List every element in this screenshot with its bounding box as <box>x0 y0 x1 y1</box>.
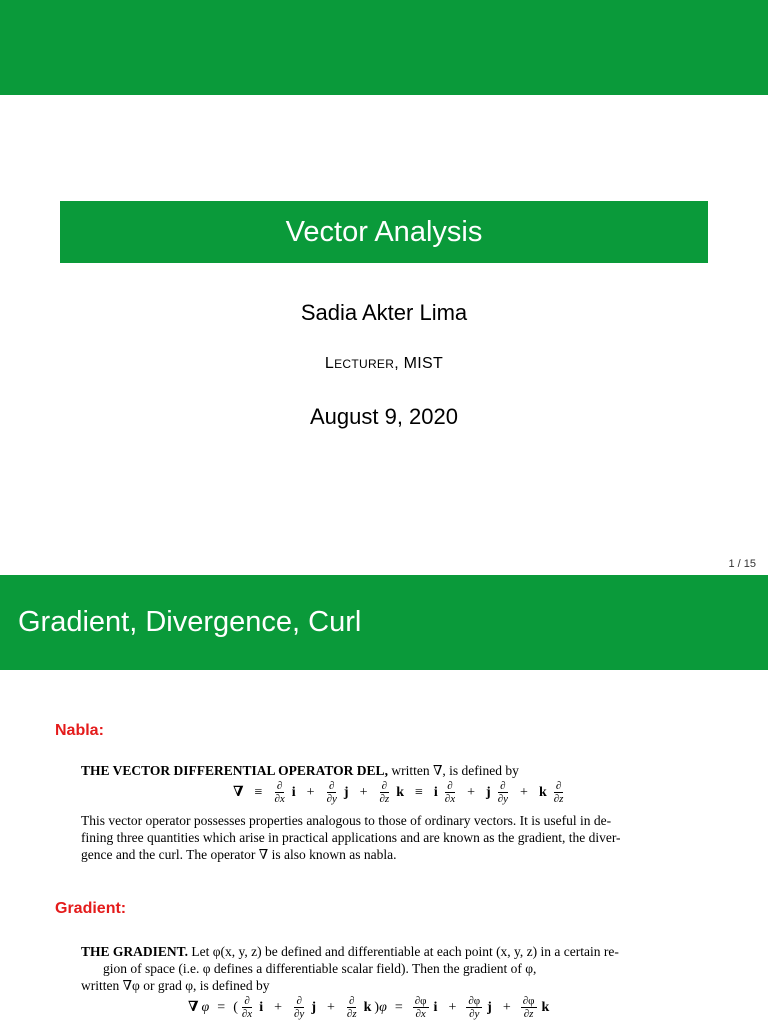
nabla-intro-head: THE VECTOR DIFFERENTIAL OPERATOR DEL, <box>81 763 388 778</box>
nabla-paragraph-line-1: This vector operator possesses properties analogous to those of ordinary vectors. It is useful in de- <box>81 813 612 828</box>
nabla-paragraph-line-2: fining three quantities which arise in practical applications and are known as the gradient, the diver- <box>81 830 621 845</box>
nabla-intro <box>81 762 519 779</box>
author-affiliation: LECTURER, MIST <box>324 355 444 372</box>
presentation-title: Vector Analysis <box>60 201 708 263</box>
gradient-line-1: Let φ(x, y, z) be defined and differentiable at each point (x, y, z) in a certain re- <box>188 944 619 959</box>
author-name: Sadia Akter Lima <box>300 300 468 325</box>
gradient-equation: ∇ φ = ( $\frac{\partial}{\partial x}$ i + $\frac{\partial}{\partial y}$ j + $\frac{\partial}{\partial z}$ k ) φ = $\frac{\partial\varphi}{\partial x}$ i + $\frac{\partial\varphi}{\partial y}$ j + $\frac{\partial\varphi}{\partial z}$ k <box>188 995 550 1020</box>
gradient-section-label: Gradient: <box>55 900 127 917</box>
gradient-line-3: written ∇φ or grad φ, is defined by <box>81 978 270 993</box>
gradient-line-2: gion of space (i.e. φ defines a differentiable scalar field). Then the gradient of φ, <box>103 961 537 976</box>
page-number: 1 / 15 <box>728 558 756 570</box>
slide-header: Gradient, Divergence, Curl <box>0 575 768 670</box>
nabla-equation: ∇ ≡ $\frac{\partial}{\partial x}$ i + $\frac{\partial}{\partial y}$ j + $\frac{\partial}{\partial z}$ k ≡ i $\frac{\partial}{\partial x}$ + j $\frac{\partial}{\partial y}$ + k $\frac{\partial}{\partial z}$ <box>233 780 564 805</box>
nabla-section-label: Nabla: <box>55 722 104 739</box>
nabla-paragraph-line-3: gence and the curl. The operator ∇ is also known as nabla. <box>81 847 397 862</box>
nabla-intro-rest: written ∇, is defined by <box>387 763 519 778</box>
nabla-paragraph <box>81 812 701 863</box>
top-green-bar <box>0 0 768 95</box>
gradient-head: THE GRADIENT. <box>81 944 189 959</box>
presentation-date: August 9, 2020 <box>309 404 458 429</box>
gradient-paragraph <box>81 943 701 994</box>
